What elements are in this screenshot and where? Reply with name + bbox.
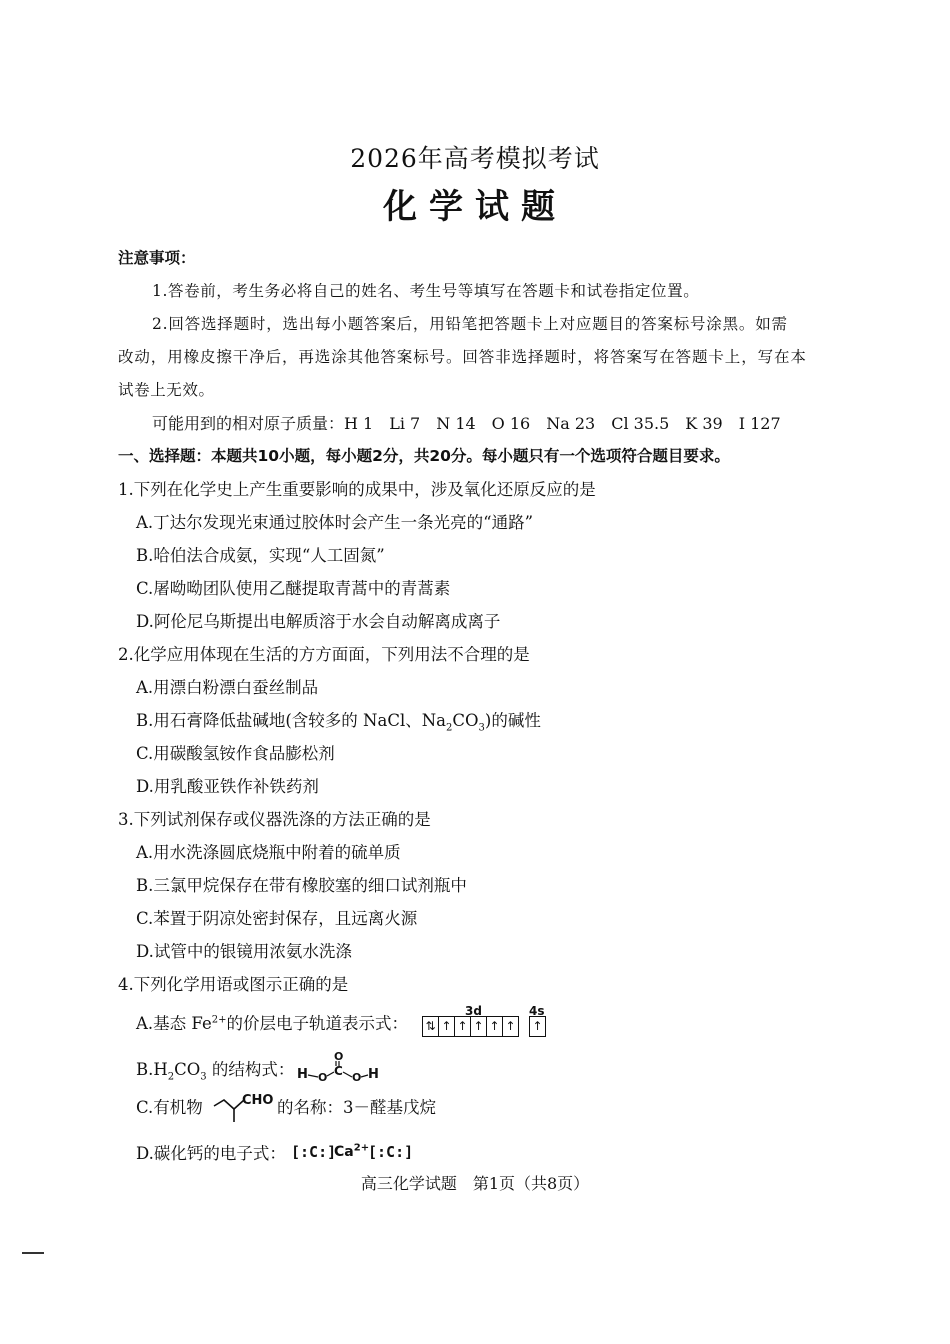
question-4-option-c-prefix: C.有机物 [136, 1098, 203, 1117]
scan-edge-mark [22, 1252, 44, 1254]
notice-item-1: 1.答卷前，考生务必将自己的姓名、考生号等填写在答题卡和试卷指定位置。 [152, 282, 700, 300]
question-1-stem: 1.下列在化学史上产生重要影响的成果中，涉及氧化还原反应的是 [118, 480, 596, 499]
carbide-anion-right: [:C:] [368, 1143, 414, 1161]
orbital-cell: ↑ [455, 1017, 471, 1036]
orbital-cell: ⇅ [423, 1017, 439, 1036]
question-3-option-d: D.试管中的银镜用浓氨水洗涤 [136, 942, 352, 961]
formula-text: CO [174, 1060, 201, 1079]
orbital-3d-label: 3d [465, 1004, 482, 1018]
exam-title: 2026年高考模拟考试 [350, 144, 600, 173]
orbital-cell: ↑ [532, 1019, 543, 1033]
question-2-option-b [136, 711, 541, 734]
svg-text:O: O [352, 1071, 362, 1084]
question-1-option-d: D.阿伦尼乌斯提出电解质溶于水会自动解离成离子 [136, 612, 501, 631]
question-2-option-d: D.用乳酸亚铁作补铁药剂 [136, 777, 319, 796]
orbital-3d-diagram [422, 1016, 519, 1037]
orbital-cell: ↑ [471, 1017, 487, 1036]
orbital-4s-diagram [529, 1016, 546, 1037]
carbide-anion-left: [:C:] [291, 1143, 337, 1161]
question-3-option-c: C.苯置于阴凉处密封保存，且远离火源 [136, 909, 418, 928]
question-2-option-c: C.用碳酸氢铵作食品膨松剂 [136, 744, 335, 763]
svg-text:H: H [297, 1067, 308, 1082]
question-4-option-b-tail: 的结构式： [206, 1060, 295, 1079]
orbital-cell: ↑ [487, 1017, 503, 1036]
question-1-option-c: C.屠呦呦团队使用乙醚提取青蒿中的青蒿素 [136, 579, 451, 598]
notice-item-2-line-2: 改动，用橡皮擦干净后，再选涂其他答案标号。回答非选择题时，将答案写在答题卡上，写在本 [118, 348, 807, 366]
question-4-option-a-text: A.基态 Fe [136, 1014, 212, 1033]
ion-charge: 2+ [353, 1142, 370, 1154]
svg-text:H: H [368, 1067, 379, 1082]
question-4-option-a [136, 1016, 408, 1033]
ion-charge: 2+ [211, 1014, 227, 1026]
page-footer: 高三化学试题 第1页（共8页） [360, 1174, 590, 1193]
formula-subscript: 3 [478, 722, 485, 734]
question-4-option-d: D.碳化钙的电子式： [136, 1144, 286, 1163]
formula-subscript: 3 [200, 1071, 207, 1083]
formula-subscript: 2 [446, 722, 453, 734]
question-4-stem: 4.下列化学用语或图示正确的是 [118, 975, 349, 994]
svg-text:O: O [334, 1050, 344, 1063]
section-1-heading: 一、选择题：本题共10小题，每小题2分，共20分。每小题只有一个选项符合题目要求。 [118, 447, 730, 465]
question-4-option-a-tail: 的价层电子轨道表示式： [226, 1014, 408, 1033]
carbonic-acid-structure [297, 1048, 383, 1084]
question-2-option-b-text: B.用石膏降低盐碱地(含较多的 NaCl、Na [136, 711, 447, 730]
orbital-cell: ↑ [439, 1017, 455, 1036]
svg-text:O: O [318, 1071, 328, 1084]
orbital-4s-label: 4s [529, 1004, 545, 1018]
calcium-symbol: Ca [334, 1144, 354, 1160]
formula-subscript: 2 [167, 1071, 175, 1083]
orbital-cell: ↑ [505, 1019, 516, 1033]
notice-heading: 注意事项： [118, 249, 196, 267]
question-4-option-c-tail: 的名称：3－醛基戊烷 [277, 1098, 436, 1117]
svg-text:C: C [334, 1064, 343, 1078]
aldehyde-group-label: CHO [242, 1093, 274, 1108]
question-2-option-b-tail: )的碱性 [484, 711, 541, 730]
question-1-option-a: A.丁达尔发现光束通过胶体时会产生一条光亮的“通路” [136, 513, 534, 532]
atomic-mass-line: 可能用到的相对原子质量：H 1 Li 7 N 14 O 16 Na 23 Cl 35.5 K 39 I 127 [152, 414, 781, 433]
question-3-stem: 3.下列试剂保存或仪器洗涤的方法正确的是 [118, 810, 431, 829]
question-1-option-b: B.哈伯法合成氨，实现“人工固氮” [136, 546, 385, 565]
calcium-ion [334, 1142, 370, 1160]
question-2-stem: 2.化学应用体现在生活的方方面面，下列用法不合理的是 [118, 645, 530, 664]
formula-text: CO [452, 711, 479, 730]
notice-item-2-line-3: 试卷上无效。 [118, 381, 215, 399]
subject-title: 化学试题 [383, 187, 567, 227]
question-2-option-a: A.用漂白粉漂白蚕丝制品 [136, 678, 319, 697]
question-4-option-b-text: B.H [136, 1060, 168, 1079]
question-3-option-a: A.用水洗涤圆底烧瓶中附着的硫单质 [136, 843, 401, 862]
question-4-option-b [136, 1060, 295, 1083]
question-3-option-b: B.三氯甲烷保存在带有橡胶塞的细口试剂瓶中 [136, 876, 467, 895]
notice-item-2-line-1: 2.回答选择题时，选出每小题答案后，用铅笔把答题卡上对应题目的答案标号涂黑。如需 [152, 315, 788, 333]
